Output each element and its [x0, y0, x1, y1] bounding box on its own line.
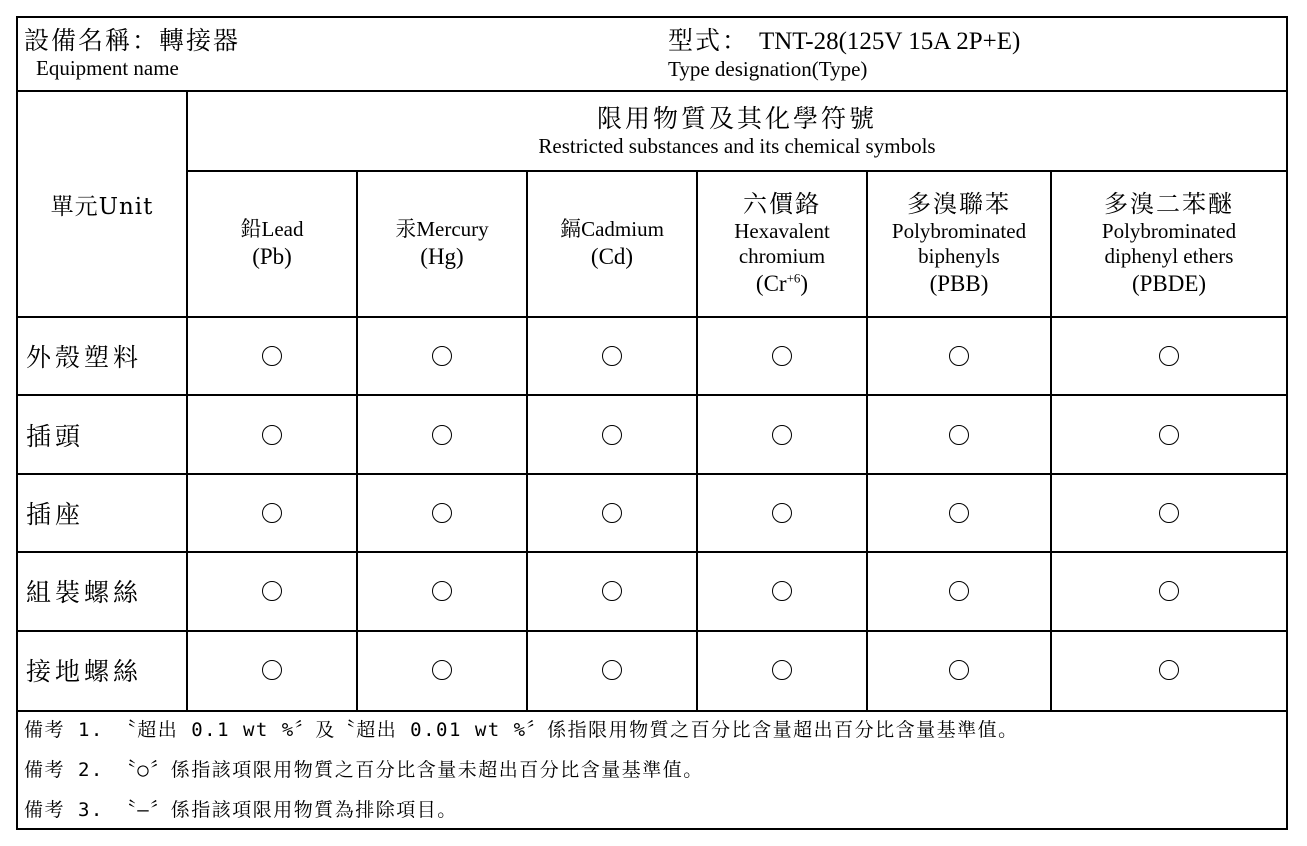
table-cell	[868, 553, 1050, 629]
row-label: 外殼塑料	[26, 343, 143, 373]
table-cell	[358, 553, 526, 629]
cadmium-symbol: (Cd)	[590, 243, 634, 269]
header-row	[18, 18, 1286, 92]
circle-mark-icon	[602, 346, 622, 366]
circle-mark-icon	[602, 581, 622, 601]
mercury-en: Mercury	[416, 216, 489, 241]
equipment-name-zh: 設備名稱：轉接器	[24, 26, 241, 55]
table-cell	[358, 632, 526, 708]
pbb-en1: Polybrominated	[891, 219, 1027, 243]
chromium-symbol-sup: +6	[786, 270, 801, 286]
circle-mark-icon	[949, 660, 969, 680]
cadmium-en: Cadmium	[581, 216, 664, 241]
lead-zh: 鉛	[240, 216, 262, 241]
mercury-zh: 汞	[395, 216, 417, 241]
chromium-en2: chromium	[738, 244, 826, 268]
lead-en: Lead	[261, 216, 304, 241]
pbde-zh: 多溴二苯醚	[1104, 190, 1234, 218]
circle-mark-icon	[262, 346, 282, 366]
row-label: 插座	[26, 499, 85, 529]
circle-mark-icon	[949, 581, 969, 601]
type-label-zh: 型式：	[668, 26, 750, 55]
table-cell	[868, 632, 1050, 708]
equipment-name-en: Equipment name	[36, 56, 179, 80]
row-label: 插頭	[26, 421, 85, 451]
col-header-lead	[188, 172, 356, 316]
circle-mark-icon	[772, 346, 792, 366]
col-header-pbb	[868, 172, 1050, 316]
table-cell	[358, 475, 526, 551]
circle-mark-icon	[949, 346, 969, 366]
rohs-declaration-table	[16, 16, 1288, 830]
table-cell	[868, 318, 1050, 394]
table-cell	[528, 396, 696, 472]
equipment-name	[24, 26, 240, 80]
table-cell	[698, 396, 866, 472]
circle-mark-icon	[1159, 660, 1179, 680]
type-line	[668, 26, 1020, 57]
chromium-symbol-main: (Cr	[755, 271, 787, 296]
table-cell	[868, 475, 1050, 551]
circle-mark-icon	[1159, 425, 1179, 445]
row-label: 組裝螺絲	[26, 578, 143, 608]
circle-mark-icon	[432, 581, 452, 601]
table-cell	[528, 318, 696, 394]
table-cell	[188, 396, 356, 472]
chromium-zh: 六價鉻	[743, 190, 821, 218]
circle-mark-icon	[772, 660, 792, 680]
pbde-en1: Polybrominated	[1101, 219, 1237, 243]
lead-label	[241, 217, 304, 242]
pbb-symbol: (PBB)	[929, 271, 989, 296]
unit-header: 單元Unit	[50, 193, 154, 220]
pbde-symbol: (PBDE)	[1131, 271, 1207, 296]
chromium-symbol	[756, 269, 808, 299]
type-label-en: Type designation(Type)	[668, 57, 868, 81]
restricted-title-zh: 限用物質及其化學符號	[596, 104, 877, 133]
table-cell	[698, 632, 866, 708]
circle-mark-icon	[772, 581, 792, 601]
circle-mark-icon	[432, 503, 452, 523]
table-cell	[188, 632, 356, 708]
table-cell	[528, 632, 696, 708]
circle-mark-icon	[602, 425, 622, 445]
col-header-pbde	[1052, 172, 1286, 316]
pbde-en2: diphenyl ethers	[1104, 244, 1234, 268]
col-header-mercury	[358, 172, 526, 316]
table-cell	[1052, 632, 1286, 708]
table-cell	[358, 318, 526, 394]
circle-mark-icon	[1159, 346, 1179, 366]
circle-mark-icon	[949, 503, 969, 523]
note-3: 備考 3. 〝—〞係指該項限用物質為排除項目。	[24, 799, 458, 821]
circle-mark-icon	[262, 581, 282, 601]
type-designation	[668, 26, 1020, 81]
table-cell	[1052, 553, 1286, 629]
col-header-cadmium	[528, 172, 696, 316]
table-cell	[698, 318, 866, 394]
table-cell	[528, 475, 696, 551]
circle-mark-icon	[602, 503, 622, 523]
chromium-en1: Hexavalent	[734, 219, 830, 243]
restricted-title-en: Restricted substances and its chemical symbols	[538, 134, 936, 158]
circle-mark-icon	[432, 346, 452, 366]
note-2: 備考 2. 〝○〞係指該項限用物質之百分比含量未超出百分比含量基準值。	[24, 759, 704, 781]
circle-mark-icon	[772, 425, 792, 445]
table-cell	[528, 553, 696, 629]
circle-mark-icon	[1159, 503, 1179, 523]
lead-symbol: (Pb)	[252, 243, 292, 269]
note-1: 備考 1. 〝超出 0.1 wt %〞及〝超出 0.01 wt %〞係指限用物質之百分比含量超出百分比含量基準值。	[24, 719, 1019, 741]
circle-mark-icon	[262, 503, 282, 523]
type-value: TNT-28(125V 15A 2P+E)	[758, 28, 1021, 55]
circle-mark-icon	[432, 660, 452, 680]
table-cell	[188, 318, 356, 394]
pbb-zh: 多溴聯苯	[907, 190, 1011, 218]
circle-mark-icon	[602, 660, 622, 680]
col-header-chromium	[698, 172, 866, 316]
circle-mark-icon	[262, 425, 282, 445]
circle-mark-icon	[1159, 581, 1179, 601]
table-cell	[698, 553, 866, 629]
table-cell	[1052, 396, 1286, 472]
table-bottom-rule	[18, 710, 1286, 712]
table-cell	[1052, 475, 1286, 551]
table-cell	[358, 396, 526, 472]
cadmium-zh: 鎘	[560, 216, 582, 241]
mercury-label	[395, 217, 488, 242]
table-cell	[1052, 318, 1286, 394]
table-cell	[188, 475, 356, 551]
circle-mark-icon	[949, 425, 969, 445]
chromium-symbol-end: )	[800, 271, 809, 296]
row-label: 接地螺絲	[26, 656, 143, 686]
table-cell	[188, 553, 356, 629]
table-cell	[868, 396, 1050, 472]
pbb-en2: biphenyls	[918, 244, 1000, 268]
mercury-symbol: (Hg)	[420, 243, 464, 269]
table-cell	[698, 475, 866, 551]
circle-mark-icon	[772, 503, 792, 523]
restricted-title	[188, 92, 1286, 170]
circle-mark-icon	[432, 425, 452, 445]
circle-mark-icon	[262, 660, 282, 680]
cadmium-label	[560, 217, 664, 242]
